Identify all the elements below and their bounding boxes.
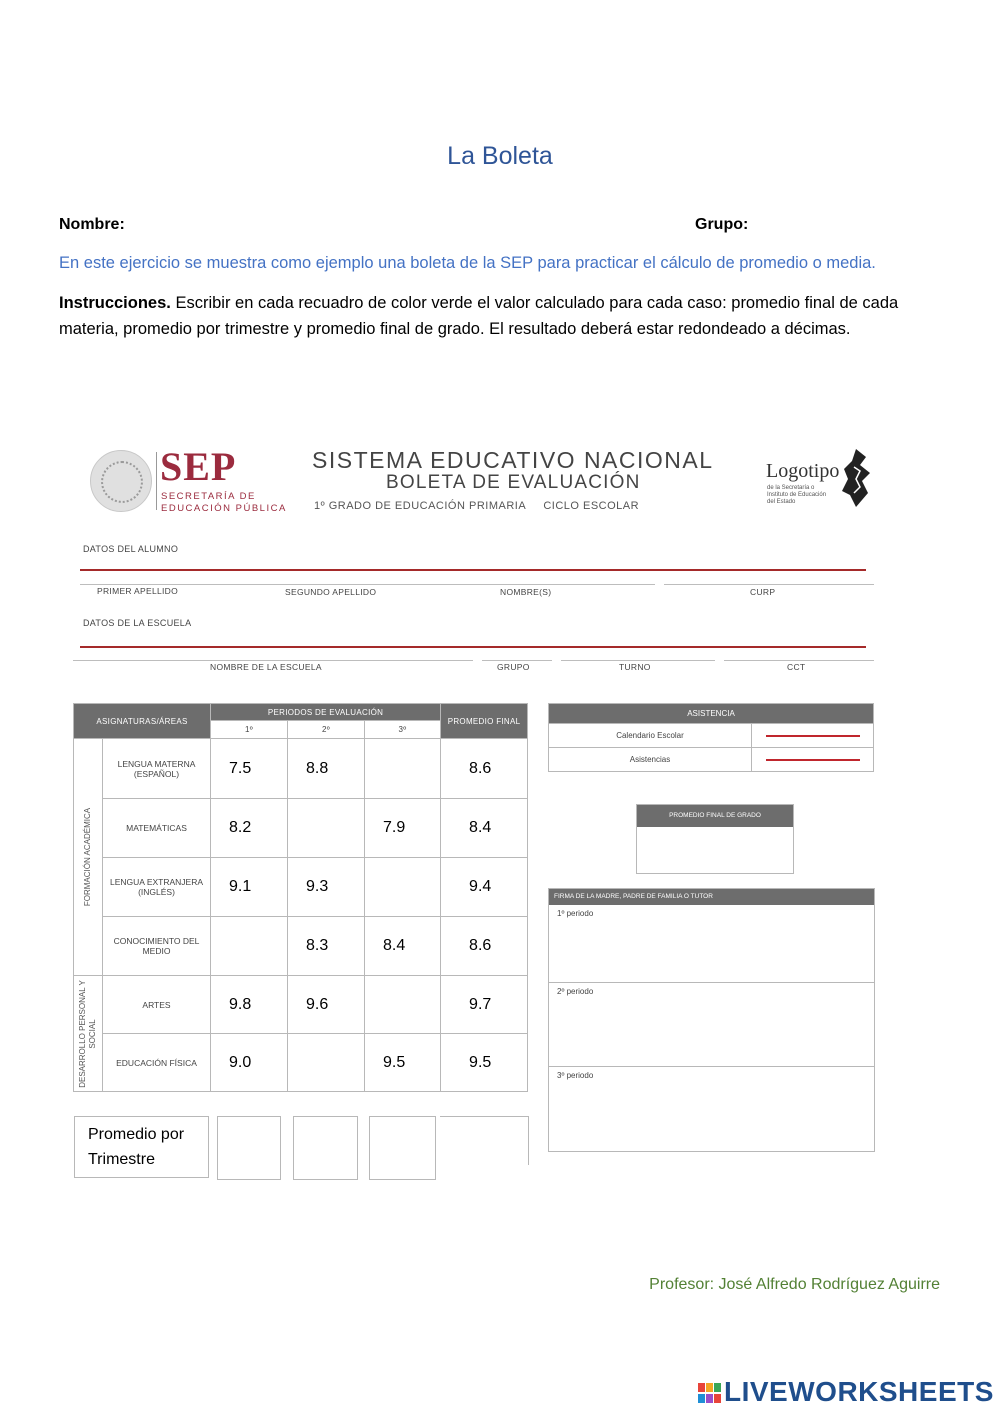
- cct-grey-line: [724, 660, 874, 661]
- firma-header: FIRMA DE LA MADRE, PADRE DE FAMILIA O TUTOR: [549, 889, 874, 905]
- promedio-final-grado-header: PROMEDIO FINAL DE GRADO: [637, 805, 793, 827]
- grade-cell[interactable]: [365, 976, 441, 1034]
- group-academic: [74, 739, 103, 976]
- promedio-trimestre-label: Promedio por Trimestre: [74, 1116, 209, 1178]
- asistencias-value[interactable]: [752, 748, 874, 772]
- curp-label: CURP: [750, 587, 776, 597]
- firma-periodo-1: 1º periodo: [557, 909, 594, 918]
- grade-cell[interactable]: 7.9: [365, 799, 441, 858]
- grupo-label: Grupo:: [695, 216, 749, 233]
- period-1-header: 1º: [211, 721, 288, 739]
- system-title: SISTEMA EDUCATIVO NACIONAL: [312, 447, 714, 473]
- grade-cell[interactable]: [211, 917, 288, 976]
- primer-apellido-label: PRIMER APELLIDO: [97, 586, 179, 596]
- firma-periodo-2: 2º periodo: [557, 987, 594, 996]
- final-header: PROMEDIO FINAL: [441, 704, 528, 739]
- final-grade-cell[interactable]: 9.7: [441, 976, 528, 1034]
- grade-cell[interactable]: [365, 739, 441, 799]
- group-personal-label: DESARROLLO PERSONAL Y SOCIAL: [78, 979, 97, 1088]
- curp-grey-line: [664, 584, 874, 585]
- cct-label: CCT: [787, 662, 806, 672]
- calendario-value[interactable]: [752, 724, 874, 748]
- grade-cell[interactable]: [288, 799, 365, 858]
- grade-cell[interactable]: 9.1: [211, 858, 288, 917]
- segundo-apellido-label: SEGUNDO APELLIDO: [285, 587, 377, 597]
- grade-cell[interactable]: [288, 1034, 365, 1092]
- subject-cell: ARTES: [103, 976, 211, 1034]
- grade-line: 1º GRADO DE EDUCACIÓN PRIMARIA CICLO ESCOLAR: [314, 500, 640, 512]
- periods-header: PERIODOS DE EVALUACIÓN: [211, 704, 441, 721]
- grade-cell[interactable]: 9.0: [211, 1034, 288, 1092]
- seal-ring: [101, 461, 143, 503]
- subject-cell: LENGUA EXTRANJERA (INGLÉS): [103, 858, 211, 917]
- calendario-red-line: [766, 735, 860, 737]
- instructions-label: Instrucciones.: [59, 294, 171, 312]
- asistencia-table: [548, 703, 873, 772]
- sep-subtitle-2: EDUCACIÓN PÚBLICA: [161, 503, 287, 514]
- nombre-escuela-label: NOMBRE DE LA ESCUELA: [210, 662, 322, 672]
- asistencias-label: Asistencias: [549, 748, 752, 772]
- firma-divider-2: [549, 1066, 874, 1067]
- firma-box: [548, 888, 875, 1152]
- period-3-header: 3º: [365, 721, 441, 739]
- group-academic-label: FORMACIÓN ACADÉMICA: [83, 807, 92, 907]
- grade-cell[interactable]: 8.8: [288, 739, 365, 799]
- page-title: La Boleta: [447, 142, 553, 170]
- subject-cell: EDUCACIÓN FÍSICA: [103, 1034, 211, 1092]
- turno-grey-line: [561, 660, 715, 661]
- state-emblem-icon: [838, 447, 874, 509]
- firma-periodo-3: 3º periodo: [557, 1071, 594, 1080]
- subjects-header: ASIGNATURAS/ÁREAS: [74, 704, 211, 739]
- escuela-grey-line: [73, 660, 473, 661]
- teacher-credit: Profesor: José Alfredo Rodríguez Aguirre: [649, 1276, 940, 1293]
- trimestre-1-answer-box[interactable]: [217, 1116, 281, 1180]
- subject-cell: LENGUA MATERNA (ESPAÑOL): [103, 739, 211, 799]
- nombre-label: Nombre:: [59, 216, 125, 233]
- trimestre-2-answer-box[interactable]: [293, 1116, 358, 1180]
- liveworksheets-logo-icon: [697, 1380, 723, 1406]
- asistencia-header: ASISTENCIA: [549, 704, 874, 724]
- grupo-grey-line: [482, 660, 552, 661]
- instructions-text: Escribir en cada recuadro de color verde el valor calculado para cada caso: promedio final de cada materia, promedio por trimestre y promedio final de grado. El resultado deberá estar redondeado a décimas.: [59, 294, 899, 338]
- grade-cell[interactable]: 9.6: [288, 976, 365, 1034]
- boleta-title: BOLETA DE EVALUACIÓN: [386, 472, 641, 493]
- grades-table: [73, 703, 527, 1091]
- sep-logo: SEP: [160, 444, 237, 489]
- alumno-grey-line: [80, 584, 655, 585]
- asistencias-red-line: [766, 759, 860, 761]
- calendario-label: Calendario Escolar: [549, 724, 752, 748]
- final-grade-cell[interactable]: 8.4: [441, 799, 528, 858]
- datos-alumno-label: DATOS DEL ALUMNO: [83, 544, 179, 554]
- trimestre-final-box: [440, 1116, 529, 1165]
- grade-cell[interactable]: [365, 858, 441, 917]
- datos-escuela-label: DATOS DE LA ESCUELA: [83, 618, 192, 628]
- logo-divider: [156, 452, 157, 510]
- grade-cell[interactable]: 8.3: [288, 917, 365, 976]
- period-2-header: 2º: [288, 721, 365, 739]
- turno-label: TURNO: [619, 662, 651, 672]
- grade-cell[interactable]: 7.5: [211, 739, 288, 799]
- intro-text: En este ejercicio se muestra como ejemplo una boleta de la SEP para practicar el cálculo de promedio o media.: [59, 254, 876, 272]
- logotipo-text: Logotipo: [766, 460, 840, 482]
- final-grade-cell[interactable]: 8.6: [441, 739, 528, 799]
- instructions: [59, 290, 939, 342]
- grade-cell[interactable]: 9.3: [288, 858, 365, 917]
- promedio-final-grado-box[interactable]: [636, 804, 794, 874]
- sep-subtitle: [161, 491, 287, 515]
- sep-subtitle-1: SECRETARÍA DE: [161, 491, 256, 502]
- subject-cell: MATEMÁTICAS: [103, 799, 211, 858]
- grade-cell[interactable]: 8.2: [211, 799, 288, 858]
- logotipo-subtitle: de la Secretaría o Instituto de Educación del Estado: [767, 485, 827, 505]
- alumno-red-line: [80, 569, 866, 571]
- final-grade-cell[interactable]: 9.5: [441, 1034, 528, 1092]
- subject-cell: CONOCIMIENTO DEL MEDIO: [103, 917, 211, 976]
- firma-divider-1: [549, 982, 874, 983]
- grade-cell[interactable]: 9.5: [365, 1034, 441, 1092]
- grupo-school-label: GRUPO: [497, 662, 530, 672]
- final-grade-cell[interactable]: 9.4: [441, 858, 528, 917]
- final-grade-cell[interactable]: 8.6: [441, 917, 528, 976]
- trimestre-3-answer-box[interactable]: [369, 1116, 436, 1180]
- grade-cell[interactable]: 8.4: [365, 917, 441, 976]
- group-personal: [74, 976, 103, 1092]
- liveworksheets-brand: LIVEWORKSHEETS: [724, 1376, 994, 1407]
- escuela-red-line: [80, 646, 866, 648]
- nombres-label: NOMBRE(S): [500, 587, 552, 597]
- grade-cell[interactable]: 9.8: [211, 976, 288, 1034]
